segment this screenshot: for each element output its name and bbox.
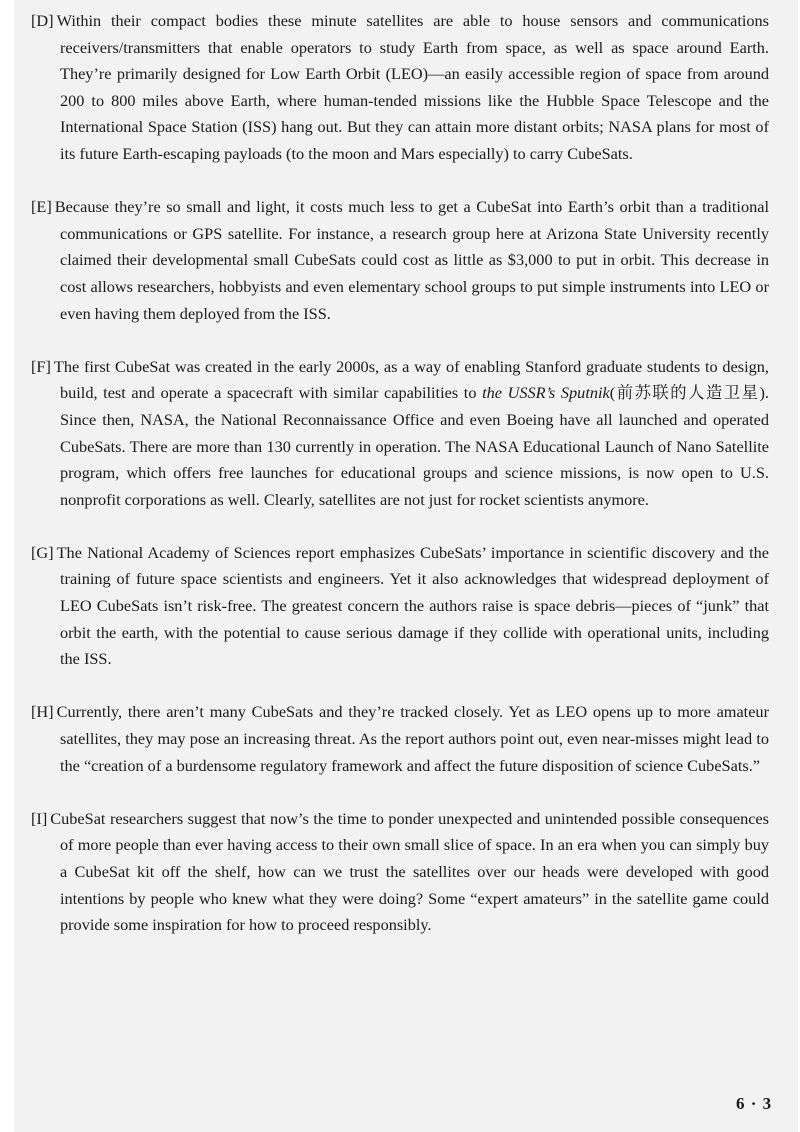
paragraph-label: [D] (31, 11, 54, 30)
paragraph-text: Currently, there aren’t many CubeSats and they’re tracked closely. Yet as LEO opens up to more amateur satellites, they may pose an increasing threat. As the report authors point out, even near-misses might lead to the “creation of a burdensome regulatory framework and affect the future disposition of science CubeSats.” (56, 702, 769, 775)
paragraph-label: [F] (31, 356, 51, 376)
paragraph-g (31, 540, 769, 673)
paragraph-text: The first CubeSat was created in the early 2000s, as a way of enabling Stanford graduate students to design, build, test and operate a spacecraft with similar capabilities to (53, 356, 769, 403)
paragraph-text-continued: (前苏联的人造卫星). Since then, NASA, the National Reconnaissance Office and even Boeing have all launched and operated CubeSats. There are more than 130 currently in operation. The NASA Educational Launch of Nano Satellite program, which offers free launches for educational groups and science missions, is now open to U.S. nonprofit corporations as well. Clearly, satellites are not just for rocket scientists anymore. (60, 383, 769, 509)
paragraph-i (31, 806, 769, 939)
paragraph-text: CubeSat researchers suggest that now’s the time to ponder unexpected and unintended possible consequences of more people than ever having access to their own small slice of space. In an era when you can simply buy a CubeSat kit off the shelf, how can we trust the satellites over our heads were developed with good intentions by people who knew what they were doing? Some “expert amateurs” in the satellite game could provide some inspiration for how to proceed responsibly. (50, 808, 769, 935)
paragraph-label: [I] (31, 808, 48, 828)
paragraph-e (31, 194, 769, 327)
article-body (31, 8, 769, 965)
paragraph-text: Within their compact bodies these minute satellites are able to house sensors and communications receivers/transmitters that enable operators to study Earth from space, as well as space around Earth. They’re primarily designed for Low Earth Orbit (LEO)—an easily accessible region of space from around 200 to 800 miles above Earth, where human-tended missions like the Hubble Space Telescope and the International Space Station (ISS) hang out. But they can attain more distant orbits; NASA plans for most of its future Earth-escaping payloads (to the moon and Mars especially) to carry CubeSats. (56, 11, 769, 163)
paragraph-label: [E] (31, 197, 52, 217)
paragraph-text: The National Academy of Sciences report emphasizes CubeSats’ importance in scientific discovery and the training of future space scientists and engineers. Yet it also acknowledges that widespread deployment of LEO CubeSats isn’t risk-free. The greatest concern the authors raise is space debris—pieces of “junk” that orbit the earth, with the potential to cause serious damage if they collide with operational units, including the ISS. (56, 542, 769, 669)
paragraph-h (31, 699, 769, 779)
paragraph-label: [G] (31, 542, 54, 562)
paragraph-text: Because they’re so small and light, it costs much less to get a CubeSat into Earth’s orbit than a traditional communications or GPS satellite. For instance, a research group here at Arizona State University recently claimed their developmental small CubeSats could cost as little as $3,000 to put in orbit. This decrease in cost allows researchers, hobbyists and even elementary school groups to put simple instruments into LEO or even having them deployed from the ISS. (54, 197, 769, 323)
italic-term: the USSR’s Sputnik (482, 383, 610, 403)
paragraph-label: [H] (31, 702, 54, 722)
page-number: 6 · 3 (736, 1094, 773, 1113)
paragraph-f (31, 354, 769, 514)
paragraph-d (31, 8, 769, 168)
document-page (14, 0, 798, 1132)
